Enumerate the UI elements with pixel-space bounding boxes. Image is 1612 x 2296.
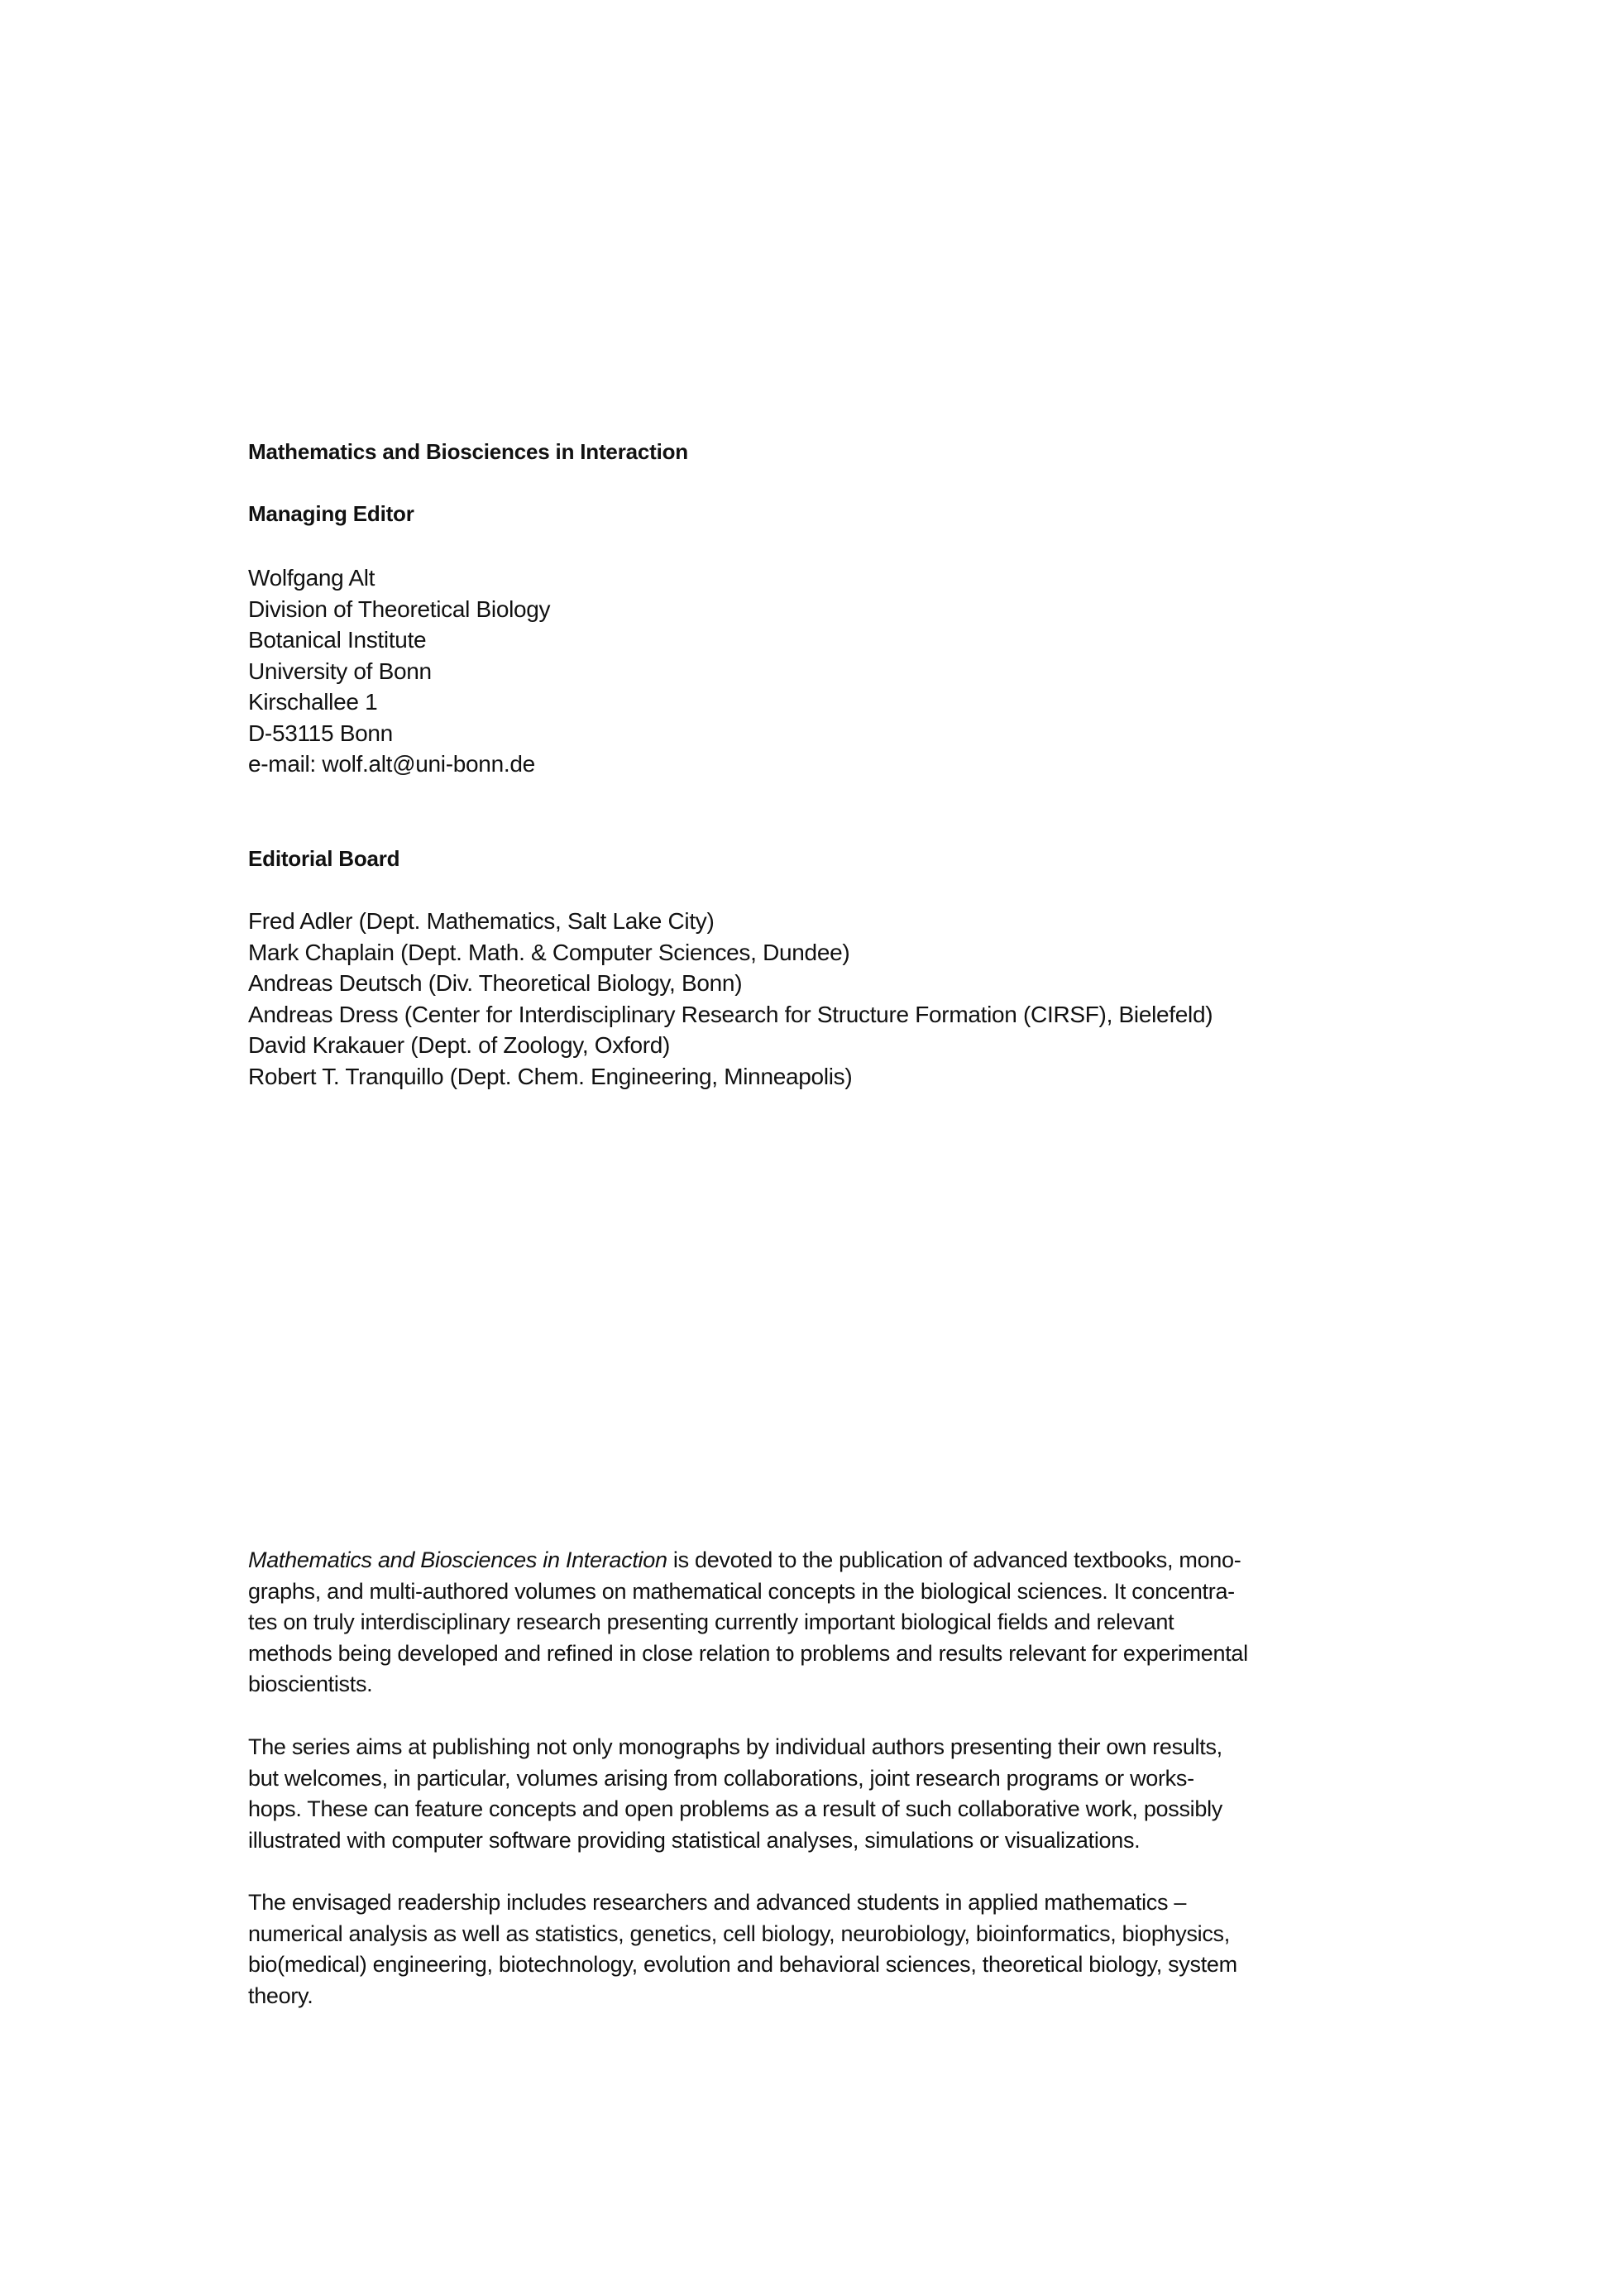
paragraph-line: The envisaged readership includes researchers and advanced students in applied mathematics – (248, 1890, 1187, 1915)
paragraph-line: graphs, and multi-authored volumes on mathematical concepts in the biological sciences. It concentra- (248, 1578, 1235, 1604)
address-line: Kirschallee 1 (248, 689, 378, 715)
paragraph-line: theory. (248, 1983, 313, 2008)
board-member: Robert T. Tranquillo (Dept. Chem. Engineering, Minneapolis) (248, 1063, 853, 1089)
paragraph-line: hops. These can feature concepts and open problems as a result of such collaborative work, possibly (248, 1796, 1222, 1821)
board-member: Andreas Dress (Center for Interdisciplinary Research for Structure Formation (CIRSF), Bielefeld) (248, 1001, 1213, 1027)
description-paragraph-3 (248, 1887, 1237, 2011)
series-title: Mathematics and Biosciences in Interaction (248, 439, 688, 464)
managing-editor-heading: Managing Editor (248, 501, 414, 526)
address-line: Division of Theoretical Biology (248, 596, 551, 622)
board-member: Mark Chaplain (Dept. Math. & Computer Sciences, Dundee) (248, 939, 850, 965)
managing-editor-address (248, 562, 550, 780)
address-line: Wolfgang Alt (248, 565, 375, 591)
board-member: David Krakauer (Dept. of Zoology, Oxford) (248, 1032, 671, 1058)
editorial-board-list (248, 906, 1213, 1092)
paragraph-line: bioscientists. (248, 1672, 373, 1696)
paragraph-line: illustrated with computer software providing statistical analyses, simulations or visualizations. (248, 1827, 1141, 1853)
address-line: D-53115 Bonn (248, 720, 393, 746)
series-title-italic: Mathematics and Biosciences in Interaction (248, 1547, 667, 1572)
paragraph-text: is devoted to the publication of advanced textbooks, mono- (667, 1547, 1241, 1572)
paragraph-line: but welcomes, in particular, volumes arising from collaborations, joint research programs or works- (248, 1765, 1194, 1791)
description-paragraph-2 (248, 1732, 1228, 1856)
paragraph-line: The series aims at publishing not only monographs by individual authors presenting their own results, (248, 1734, 1222, 1759)
email-line: e-mail: wolf.alt@uni-bonn.de (248, 751, 535, 777)
board-member: Fred Adler (Dept. Mathematics, Salt Lake City) (248, 908, 715, 934)
paragraph-line: methods being developed and refined in close relation to problems and results relevant for experimental (248, 1640, 1248, 1666)
paragraph-line: numerical analysis as well as statistics, genetics, cell biology, neurobiology, bioinformatics, biophysics, (248, 1921, 1230, 1946)
address-line: University of Bonn (248, 658, 432, 684)
editorial-board-heading: Editorial Board (248, 846, 400, 871)
board-member: Andreas Deutsch (Div. Theoretical Biology, Bonn) (248, 970, 743, 996)
paragraph-line: bio(medical) engineering, biotechnology, evolution and behavioral sciences, theoretical biology, system (248, 1952, 1237, 1977)
paragraph-line: tes on truly interdisciplinary research presenting currently important biological fields and relevant (248, 1610, 1174, 1634)
address-line: Botanical Institute (248, 627, 427, 653)
description-paragraph-1 (248, 1545, 1248, 1700)
